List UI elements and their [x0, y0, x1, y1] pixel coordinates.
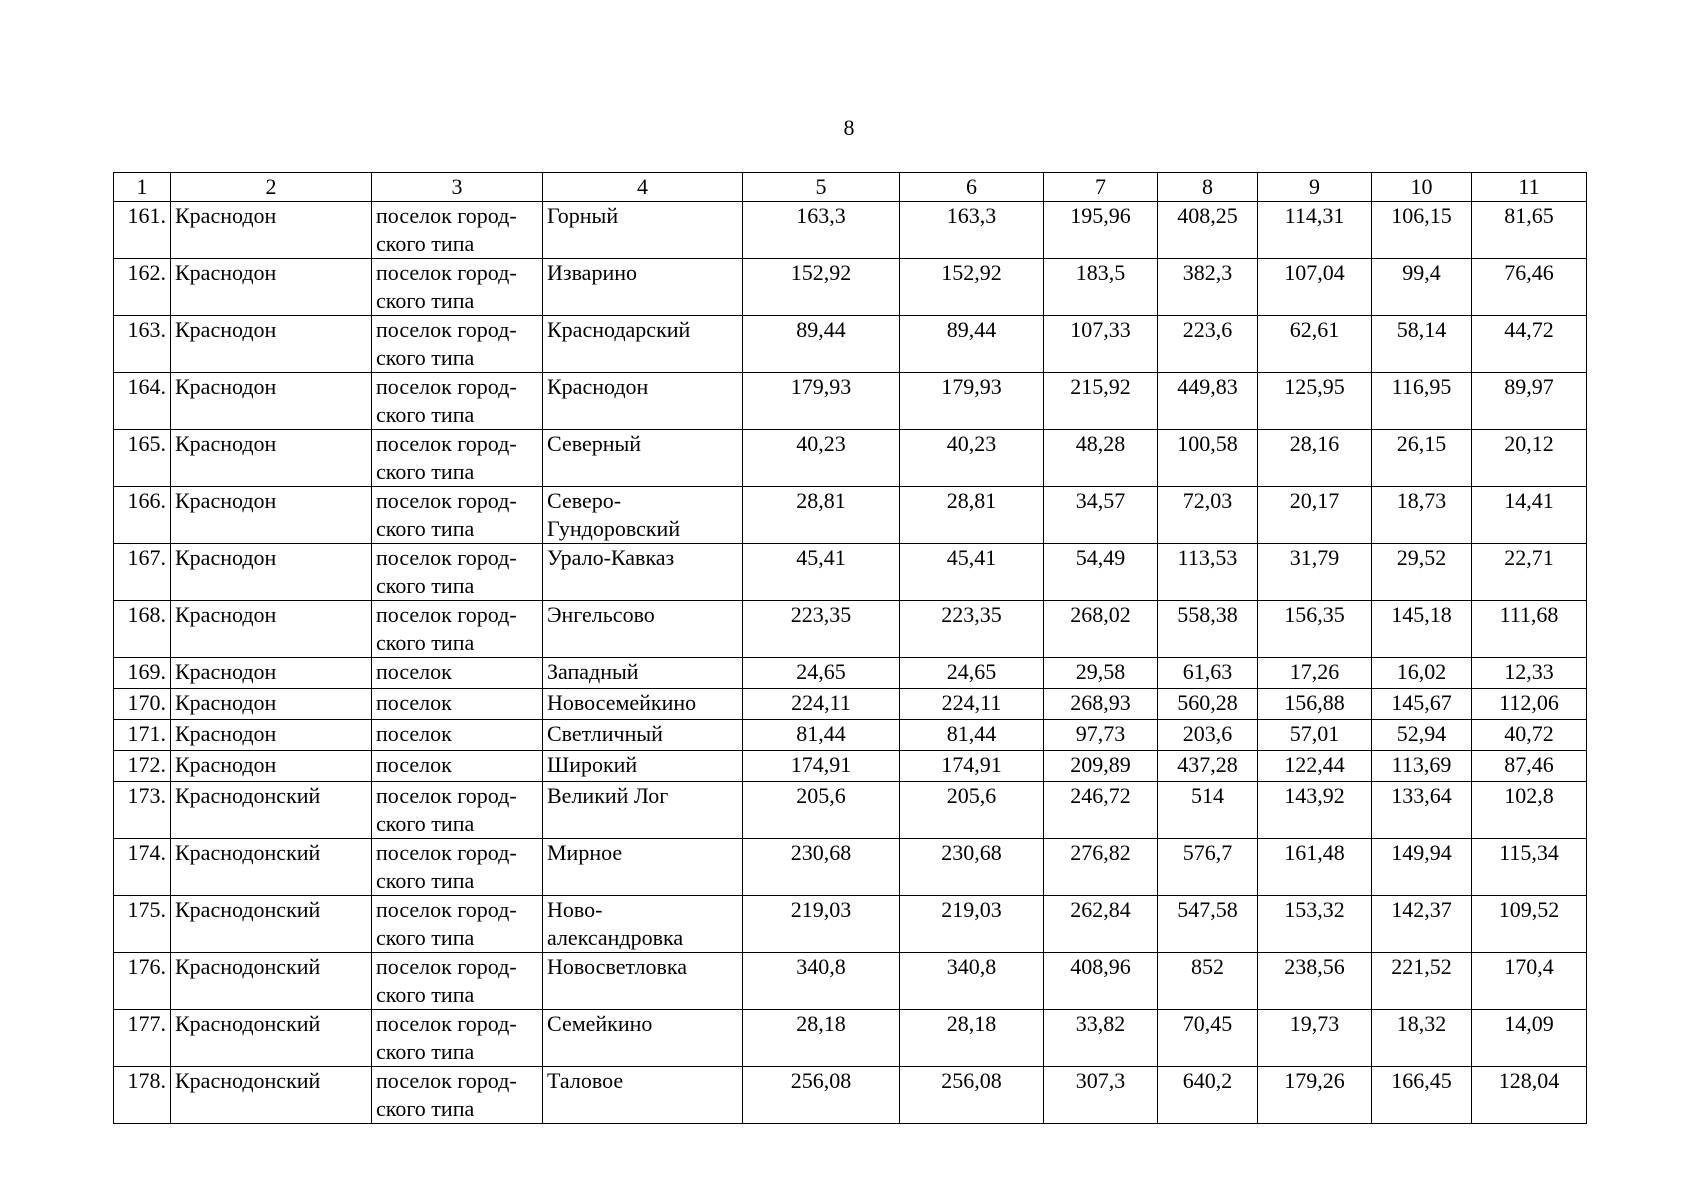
- value-cell: 115,34: [1472, 839, 1587, 896]
- value-cell: 72,03: [1158, 487, 1258, 544]
- district-cell: Краснодон: [171, 487, 372, 544]
- settlement-name-cell: Семейкино: [543, 1010, 743, 1067]
- table-row: [114, 751, 1587, 782]
- table-row: [114, 689, 1587, 720]
- district-cell: Краснодон: [171, 751, 372, 782]
- row-number-cell: 174.: [114, 839, 171, 896]
- column-header: 11: [1472, 173, 1587, 202]
- district-cell: Краснодонский: [171, 1067, 372, 1124]
- value-cell: 106,15: [1372, 202, 1472, 259]
- value-cell: 174,91: [743, 751, 900, 782]
- value-cell: 560,28: [1158, 689, 1258, 720]
- value-cell: 183,5: [1044, 259, 1158, 316]
- value-cell: 195,96: [1044, 202, 1158, 259]
- district-cell: Краснодон: [171, 202, 372, 259]
- value-cell: 14,09: [1472, 1010, 1587, 1067]
- value-cell: 40,72: [1472, 720, 1587, 751]
- table-row: [114, 259, 1587, 316]
- district-cell: Краснодон: [171, 720, 372, 751]
- value-cell: 170,4: [1472, 953, 1587, 1010]
- value-cell: 89,44: [743, 316, 900, 373]
- column-header: 9: [1258, 173, 1372, 202]
- value-cell: 52,94: [1372, 720, 1472, 751]
- district-cell: Краснодон: [171, 316, 372, 373]
- settlement-type-cell: поселок город-ского типа: [372, 601, 543, 658]
- settlement-type-cell: поселок: [372, 720, 543, 751]
- district-cell: Краснодонский: [171, 896, 372, 953]
- table-row: [114, 316, 1587, 373]
- value-cell: 20,17: [1258, 487, 1372, 544]
- value-cell: 18,32: [1372, 1010, 1472, 1067]
- value-cell: 20,12: [1472, 430, 1587, 487]
- value-cell: 28,81: [900, 487, 1044, 544]
- value-cell: 87,46: [1472, 751, 1587, 782]
- settlement-type-cell: поселок город-ского типа: [372, 896, 543, 953]
- value-cell: 116,95: [1372, 373, 1472, 430]
- value-cell: 514: [1158, 782, 1258, 839]
- value-cell: 268,93: [1044, 689, 1158, 720]
- value-cell: 408,25: [1158, 202, 1258, 259]
- column-header: 1: [114, 173, 171, 202]
- value-cell: 268,02: [1044, 601, 1158, 658]
- settlement-type-cell: поселок город-ского типа: [372, 1010, 543, 1067]
- table-row: [114, 430, 1587, 487]
- value-cell: 223,35: [900, 601, 1044, 658]
- district-cell: Краснодонский: [171, 953, 372, 1010]
- value-cell: 99,4: [1372, 259, 1472, 316]
- value-cell: 40,23: [743, 430, 900, 487]
- value-cell: 28,81: [743, 487, 900, 544]
- value-cell: 31,79: [1258, 544, 1372, 601]
- value-cell: 145,18: [1372, 601, 1472, 658]
- value-cell: 547,58: [1158, 896, 1258, 953]
- district-cell: Краснодон: [171, 601, 372, 658]
- district-cell: Краснодонский: [171, 1010, 372, 1067]
- column-header: 8: [1158, 173, 1258, 202]
- value-cell: 44,72: [1472, 316, 1587, 373]
- value-cell: 408,96: [1044, 953, 1158, 1010]
- value-cell: 640,2: [1158, 1067, 1258, 1124]
- row-number-cell: 170.: [114, 689, 171, 720]
- row-number-cell: 176.: [114, 953, 171, 1010]
- value-cell: 128,04: [1472, 1067, 1587, 1124]
- table-row: [114, 601, 1587, 658]
- row-number-cell: 161.: [114, 202, 171, 259]
- value-cell: 54,49: [1044, 544, 1158, 601]
- value-cell: 558,38: [1158, 601, 1258, 658]
- settlement-name-cell: Мирное: [543, 839, 743, 896]
- value-cell: 89,44: [900, 316, 1044, 373]
- value-cell: 89,97: [1472, 373, 1587, 430]
- value-cell: 102,8: [1472, 782, 1587, 839]
- settlement-name-cell: Краснодон: [543, 373, 743, 430]
- value-cell: 33,82: [1044, 1010, 1158, 1067]
- settlement-name-cell: Северо-Гундоровский: [543, 487, 743, 544]
- page-number: 8: [843, 115, 855, 140]
- column-header: 7: [1044, 173, 1158, 202]
- value-cell: 29,52: [1372, 544, 1472, 601]
- district-cell: Краснодон: [171, 658, 372, 689]
- value-cell: 209,89: [1044, 751, 1158, 782]
- value-cell: 28,16: [1258, 430, 1372, 487]
- value-cell: 161,48: [1258, 839, 1372, 896]
- value-cell: 62,61: [1258, 316, 1372, 373]
- row-number-cell: 172.: [114, 751, 171, 782]
- settlement-name-cell: Новосветловка: [543, 953, 743, 1010]
- value-cell: 34,57: [1044, 487, 1158, 544]
- value-cell: 230,68: [743, 839, 900, 896]
- settlement-type-cell: поселок город-ского типа: [372, 487, 543, 544]
- value-cell: 215,92: [1044, 373, 1158, 430]
- table-row: [114, 896, 1587, 953]
- settlement-type-cell: поселок город-ского типа: [372, 202, 543, 259]
- value-cell: 58,14: [1372, 316, 1472, 373]
- value-cell: 152,92: [900, 259, 1044, 316]
- district-cell: Краснодонский: [171, 839, 372, 896]
- row-number-cell: 166.: [114, 487, 171, 544]
- value-cell: 224,11: [743, 689, 900, 720]
- value-cell: 437,28: [1158, 751, 1258, 782]
- value-cell: 230,68: [900, 839, 1044, 896]
- settlement-name-cell: Великий Лог: [543, 782, 743, 839]
- value-cell: 205,6: [743, 782, 900, 839]
- value-cell: 221,52: [1372, 953, 1472, 1010]
- value-cell: 112,06: [1472, 689, 1587, 720]
- settlement-name-cell: Ново-александровка: [543, 896, 743, 953]
- value-cell: 340,8: [900, 953, 1044, 1010]
- value-cell: 576,7: [1158, 839, 1258, 896]
- value-cell: 125,95: [1258, 373, 1372, 430]
- value-cell: 81,44: [900, 720, 1044, 751]
- value-cell: 26,15: [1372, 430, 1472, 487]
- value-cell: 24,65: [900, 658, 1044, 689]
- settlement-type-cell: поселок город-ского типа: [372, 782, 543, 839]
- value-cell: 205,6: [900, 782, 1044, 839]
- value-cell: 223,6: [1158, 316, 1258, 373]
- settlement-type-cell: поселок город-ского типа: [372, 839, 543, 896]
- value-cell: 179,26: [1258, 1067, 1372, 1124]
- district-cell: Краснодонский: [171, 782, 372, 839]
- value-cell: 203,6: [1158, 720, 1258, 751]
- row-number-cell: 162.: [114, 259, 171, 316]
- table-row: [114, 544, 1587, 601]
- settlements-table: [113, 172, 1587, 1124]
- value-cell: 114,31: [1258, 202, 1372, 259]
- row-number-cell: 171.: [114, 720, 171, 751]
- district-cell: Краснодон: [171, 430, 372, 487]
- settlement-type-cell: поселок город-ского типа: [372, 430, 543, 487]
- value-cell: 122,44: [1258, 751, 1372, 782]
- column-header: 10: [1372, 173, 1472, 202]
- value-cell: 262,84: [1044, 896, 1158, 953]
- settlement-type-cell: поселок город-ского типа: [372, 373, 543, 430]
- value-cell: 163,3: [900, 202, 1044, 259]
- value-cell: 145,67: [1372, 689, 1472, 720]
- value-cell: 14,41: [1472, 487, 1587, 544]
- settlement-type-cell: поселок город-ского типа: [372, 544, 543, 601]
- settlement-type-cell: поселок город-ского типа: [372, 259, 543, 316]
- table-header-row: [114, 173, 1587, 202]
- table-row: [114, 839, 1587, 896]
- value-cell: 81,65: [1472, 202, 1587, 259]
- row-number-cell: 165.: [114, 430, 171, 487]
- value-cell: 219,03: [900, 896, 1044, 953]
- value-cell: 109,52: [1472, 896, 1587, 953]
- settlement-name-cell: Светличный: [543, 720, 743, 751]
- settlement-name-cell: Широкий: [543, 751, 743, 782]
- value-cell: 76,46: [1472, 259, 1587, 316]
- value-cell: 174,91: [900, 751, 1044, 782]
- value-cell: 156,35: [1258, 601, 1372, 658]
- value-cell: 45,41: [743, 544, 900, 601]
- value-cell: 57,01: [1258, 720, 1372, 751]
- settlement-name-cell: Западный: [543, 658, 743, 689]
- settlement-name-cell: Таловое: [543, 1067, 743, 1124]
- table-row: [114, 720, 1587, 751]
- row-number-cell: 167.: [114, 544, 171, 601]
- value-cell: 166,45: [1372, 1067, 1472, 1124]
- value-cell: 382,3: [1158, 259, 1258, 316]
- table-row: [114, 1010, 1587, 1067]
- district-cell: Краснодон: [171, 689, 372, 720]
- district-cell: Краснодон: [171, 259, 372, 316]
- value-cell: 152,92: [743, 259, 900, 316]
- value-cell: 40,23: [900, 430, 1044, 487]
- settlement-name-cell: Северный: [543, 430, 743, 487]
- value-cell: 18,73: [1372, 487, 1472, 544]
- value-cell: 45,41: [900, 544, 1044, 601]
- value-cell: 24,65: [743, 658, 900, 689]
- column-header: 2: [171, 173, 372, 202]
- row-number-cell: 173.: [114, 782, 171, 839]
- table-row: [114, 658, 1587, 689]
- value-cell: 133,64: [1372, 782, 1472, 839]
- value-cell: 852: [1158, 953, 1258, 1010]
- settlement-name-cell: Горный: [543, 202, 743, 259]
- table-row: [114, 1067, 1587, 1124]
- value-cell: 81,44: [743, 720, 900, 751]
- settlement-name-cell: Урало-Кавказ: [543, 544, 743, 601]
- value-cell: 28,18: [743, 1010, 900, 1067]
- district-cell: Краснодон: [171, 544, 372, 601]
- value-cell: 142,37: [1372, 896, 1472, 953]
- column-header: 4: [543, 173, 743, 202]
- value-cell: 224,11: [900, 689, 1044, 720]
- table-row: [114, 782, 1587, 839]
- value-cell: 113,69: [1372, 751, 1472, 782]
- row-number-cell: 178.: [114, 1067, 171, 1124]
- value-cell: 223,35: [743, 601, 900, 658]
- value-cell: 97,73: [1044, 720, 1158, 751]
- table-body: [114, 202, 1587, 1124]
- settlement-type-cell: поселок город-ского типа: [372, 953, 543, 1010]
- value-cell: 107,33: [1044, 316, 1158, 373]
- value-cell: 22,71: [1472, 544, 1587, 601]
- value-cell: 153,32: [1258, 896, 1372, 953]
- value-cell: 12,33: [1472, 658, 1587, 689]
- row-number-cell: 164.: [114, 373, 171, 430]
- column-header: 6: [900, 173, 1044, 202]
- value-cell: 17,26: [1258, 658, 1372, 689]
- value-cell: 276,82: [1044, 839, 1158, 896]
- value-cell: 19,73: [1258, 1010, 1372, 1067]
- value-cell: 16,02: [1372, 658, 1472, 689]
- row-number-cell: 168.: [114, 601, 171, 658]
- value-cell: 163,3: [743, 202, 900, 259]
- value-cell: 256,08: [743, 1067, 900, 1124]
- value-cell: 70,45: [1158, 1010, 1258, 1067]
- row-number-cell: 177.: [114, 1010, 171, 1067]
- value-cell: 256,08: [900, 1067, 1044, 1124]
- row-number-cell: 163.: [114, 316, 171, 373]
- value-cell: 156,88: [1258, 689, 1372, 720]
- value-cell: 449,83: [1158, 373, 1258, 430]
- value-cell: 143,92: [1258, 782, 1372, 839]
- value-cell: 100,58: [1158, 430, 1258, 487]
- value-cell: 149,94: [1372, 839, 1472, 896]
- value-cell: 307,3: [1044, 1067, 1158, 1124]
- value-cell: 61,63: [1158, 658, 1258, 689]
- value-cell: 219,03: [743, 896, 900, 953]
- table-row: [114, 202, 1587, 259]
- value-cell: 340,8: [743, 953, 900, 1010]
- value-cell: 113,53: [1158, 544, 1258, 601]
- column-header: 3: [372, 173, 543, 202]
- table-row: [114, 487, 1587, 544]
- value-cell: 48,28: [1044, 430, 1158, 487]
- column-header: 5: [743, 173, 900, 202]
- settlement-name-cell: Краснодарский: [543, 316, 743, 373]
- settlement-type-cell: поселок: [372, 751, 543, 782]
- row-number-cell: 169.: [114, 658, 171, 689]
- row-number-cell: 175.: [114, 896, 171, 953]
- value-cell: 29,58: [1044, 658, 1158, 689]
- value-cell: 28,18: [900, 1010, 1044, 1067]
- value-cell: 111,68: [1472, 601, 1587, 658]
- settlement-type-cell: поселок город-ского типа: [372, 1067, 543, 1124]
- value-cell: 246,72: [1044, 782, 1158, 839]
- district-cell: Краснодон: [171, 373, 372, 430]
- settlement-type-cell: поселок: [372, 689, 543, 720]
- table-row: [114, 953, 1587, 1010]
- table-row: [114, 373, 1587, 430]
- settlement-name-cell: Новосемейкино: [543, 689, 743, 720]
- settlement-type-cell: поселок: [372, 658, 543, 689]
- value-cell: 107,04: [1258, 259, 1372, 316]
- value-cell: 179,93: [743, 373, 900, 430]
- settlement-type-cell: поселок город-ского типа: [372, 316, 543, 373]
- settlement-name-cell: Энгельсово: [543, 601, 743, 658]
- settlement-name-cell: Изварино: [543, 259, 743, 316]
- value-cell: 238,56: [1258, 953, 1372, 1010]
- value-cell: 179,93: [900, 373, 1044, 430]
